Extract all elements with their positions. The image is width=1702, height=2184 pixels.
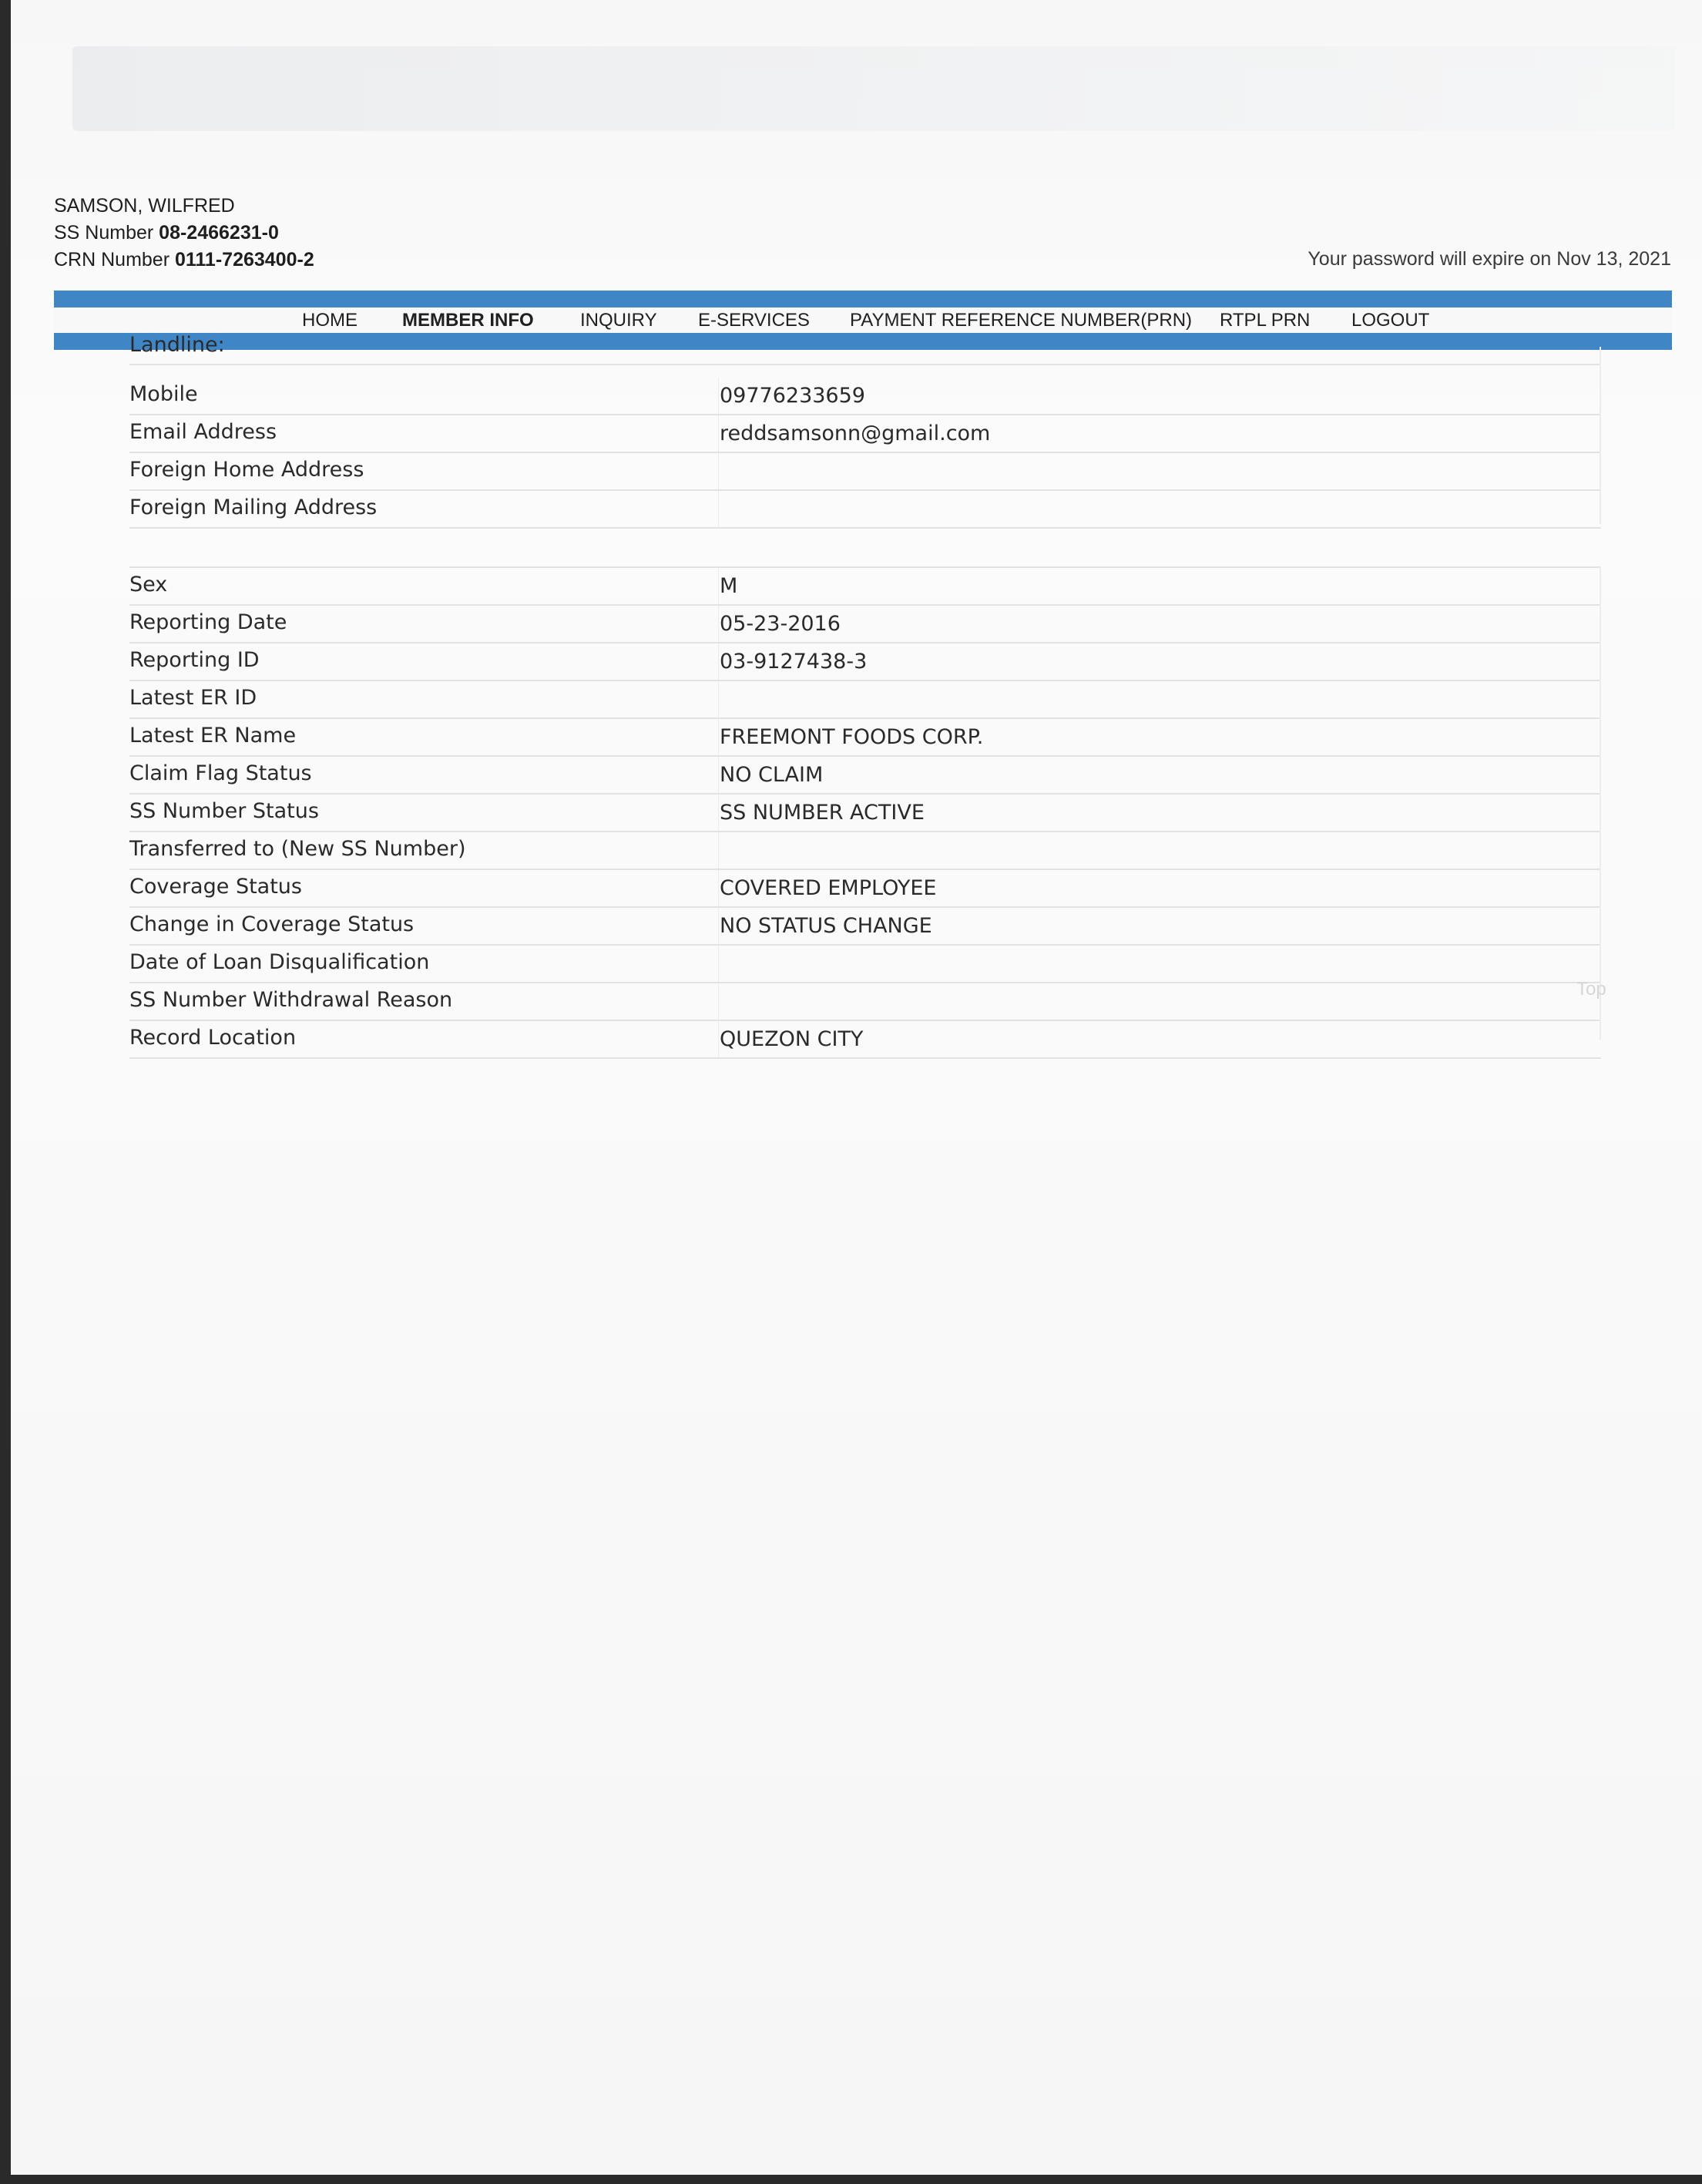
row-label: Change in Coverage Status	[129, 912, 415, 936]
column-divider	[718, 415, 719, 452]
password-expiry-notice: Your password will expire on Nov 13, 2021	[1308, 248, 1671, 270]
row-value: 09776233659	[720, 384, 865, 408]
row-value: NO STATUS CHANGE	[720, 914, 932, 938]
row-value: 03-9127438-3	[720, 650, 868, 674]
table-row	[129, 870, 1601, 908]
row-label: Mobile	[129, 382, 198, 406]
column-divider	[718, 491, 719, 527]
table-row	[129, 719, 1601, 757]
row-value: FREEMONT FOODS CORP.	[720, 725, 984, 749]
row-label: Record Location	[129, 1026, 297, 1050]
nav-inquiry[interactable]: INQUIRY	[580, 310, 657, 331]
row-label: Foreign Home Address	[129, 458, 364, 482]
table-row-cut-off	[129, 333, 1601, 365]
table-row	[129, 681, 1601, 719]
column-divider	[718, 453, 719, 489]
table-row	[129, 491, 1601, 529]
column-divider	[718, 832, 719, 869]
table-row	[129, 946, 1601, 983]
crn-number-label: CRN Number	[54, 249, 170, 270]
column-divider	[718, 681, 719, 717]
table-right-border	[1600, 566, 1601, 1040]
row-label: Sex	[129, 573, 168, 596]
nav-rtpl-prn[interactable]: RTPL PRN	[1220, 310, 1311, 331]
nav-home[interactable]: HOME	[302, 310, 358, 331]
column-divider	[718, 643, 719, 680]
table-row	[129, 453, 1601, 491]
table-row	[129, 415, 1601, 453]
contact-info-table	[129, 378, 1601, 529]
column-divider	[718, 795, 719, 831]
table-row	[129, 832, 1601, 870]
table-row	[129, 568, 1601, 606]
back-to-top-link[interactable]: Top	[1576, 979, 1606, 1000]
row-label: SS Number Status	[129, 799, 319, 823]
row-label: Reporting ID	[129, 648, 260, 672]
nav-top-bar	[54, 291, 1672, 307]
table-row	[129, 643, 1601, 681]
crn-number-line	[54, 247, 314, 274]
table-right-border	[1600, 347, 1601, 524]
row-label: Transferred to (New SS Number)	[129, 837, 466, 861]
table-row	[129, 757, 1601, 795]
ss-number-value: 08-2466231-0	[159, 222, 279, 244]
table-row	[129, 378, 1601, 415]
column-divider	[718, 983, 719, 1020]
row-label: Claim Flag Status	[129, 761, 312, 785]
ss-number-label: SS Number	[54, 222, 154, 244]
column-divider	[718, 908, 719, 944]
row-label: Latest ER Name	[129, 724, 297, 748]
row-value: M	[720, 574, 738, 598]
faded-header-banner	[72, 46, 1675, 131]
column-divider	[718, 719, 719, 755]
row-value: 05-23-2016	[720, 612, 841, 636]
column-divider	[718, 757, 719, 793]
table-row	[129, 908, 1601, 946]
nav-payment-reference-number[interactable]: PAYMENT REFERENCE NUMBER(PRN)	[850, 310, 1193, 331]
member-summary	[54, 193, 314, 274]
row-label: Foreign Mailing Address	[129, 496, 378, 519]
column-divider	[718, 870, 719, 906]
table-row	[129, 795, 1601, 832]
cut-off-label: Landline:	[129, 333, 225, 357]
row-label: Email Address	[129, 420, 277, 444]
column-divider	[718, 606, 719, 642]
column-divider	[718, 568, 719, 604]
column-divider	[718, 378, 719, 414]
column-divider	[718, 1021, 719, 1057]
nav-logout[interactable]: LOGOUT	[1351, 310, 1430, 331]
row-label: Latest ER ID	[129, 686, 257, 710]
table-row	[129, 1021, 1601, 1059]
member-name: SAMSON, WILFRED	[54, 195, 235, 217]
row-label: SS Number Withdrawal Reason	[129, 988, 453, 1012]
crn-number-value: 0111-7263400-2	[174, 249, 314, 270]
ss-number-line	[54, 220, 314, 247]
column-divider	[718, 946, 719, 982]
row-value: SS NUMBER ACTIVE	[720, 801, 925, 825]
row-label: Date of Loan Disqualification	[129, 950, 430, 974]
member-details-table	[129, 566, 1601, 1059]
row-label: Reporting Date	[129, 610, 287, 634]
row-value: QUEZON CITY	[720, 1027, 864, 1051]
row-label: Coverage Status	[129, 875, 302, 899]
main-nav	[54, 308, 1672, 333]
row-value: NO CLAIM	[720, 763, 824, 787]
row-value: reddsamsonn@gmail.com	[720, 422, 991, 445]
nav-e-services[interactable]: E-SERVICES	[698, 310, 810, 331]
nav-member-info[interactable]: MEMBER INFO	[402, 310, 534, 331]
row-value: COVERED EMPLOYEE	[720, 876, 937, 900]
table-row	[129, 606, 1601, 643]
table-row	[129, 983, 1601, 1021]
